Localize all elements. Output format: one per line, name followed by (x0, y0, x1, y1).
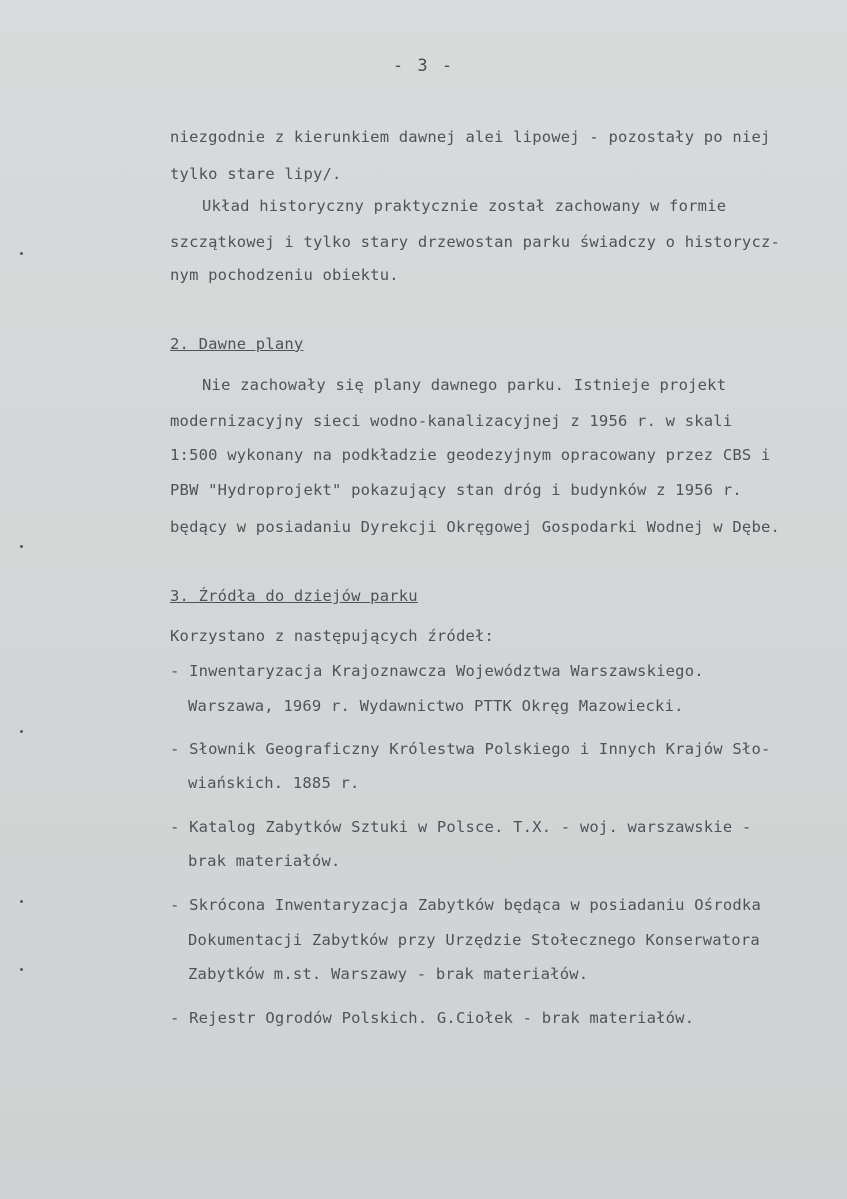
margin-mark (20, 252, 23, 255)
text-line: nym pochodzeniu obiektu. (170, 266, 399, 284)
text-line: tylko stare lipy/. (170, 165, 342, 183)
text-line: Korzystano z następujących źródeł: (170, 627, 495, 645)
list-item: - Skrócona Inwentaryzacja Zabytków będąca w posiadaniu Ośrodka (170, 896, 761, 914)
section-heading: 2. Dawne plany (170, 335, 304, 353)
text-line: Układ historyczny praktycznie został zachowany w formie (202, 197, 727, 215)
text-line: będący w posiadaniu Dyrekcji Okręgowej Gospodarki Wodnej w Dębe. (170, 518, 781, 536)
text-line: modernizacyjny sieci wodno-kanalizacyjnej z 1956 r. w skali (170, 412, 733, 430)
margin-mark (20, 900, 23, 903)
margin-mark (20, 545, 23, 548)
text-line: PBW "Hydroprojekt" pokazujący stan dróg i budynków z 1956 r. (170, 481, 742, 499)
page-number: - 3 - (392, 56, 455, 76)
text-line: Warszawa, 1969 r. Wydawnictwo PTTK Okręg Mazowiecki. (188, 697, 684, 715)
text-line: Dokumentacji Zabytków przy Urzędzie Stołecznego Konserwatora (188, 931, 760, 949)
margin-mark (20, 730, 23, 733)
text-line: 1:500 wykonany na podkładzie geodezyjnym opracowany przez CBS i (170, 446, 771, 464)
text-line: Nie zachowały się plany dawnego parku. Istnieje projekt (202, 376, 727, 394)
margin-mark (20, 968, 23, 971)
text-line: brak materiałów. (188, 852, 341, 870)
text-line: niezgodnie z kierunkiem dawnej alei lipowej - pozostały po niej (170, 128, 771, 146)
text-line: wiańskich. 1885 r. (188, 774, 360, 792)
text-line: szczątkowej i tylko stary drzewostan parku świadczy o historycz- (170, 233, 781, 251)
list-item: - Katalog Zabytków Sztuki w Polsce. T.X. - woj. warszawskie - (170, 818, 752, 836)
section-heading: 3. Źródła do dziejów parku (170, 587, 418, 605)
list-item: - Inwentaryzacja Krajoznawcza Województwa Warszawskiego. (170, 662, 704, 680)
list-item: - Słownik Geograficzny Królestwa Polskiego i Innych Krajów Sło- (170, 740, 771, 758)
list-item: - Rejestr Ogrodów Polskich. G.Ciołek - brak materiałów. (170, 1009, 695, 1027)
text-line: Zabytków m.st. Warszawy - brak materiałów. (188, 965, 589, 983)
